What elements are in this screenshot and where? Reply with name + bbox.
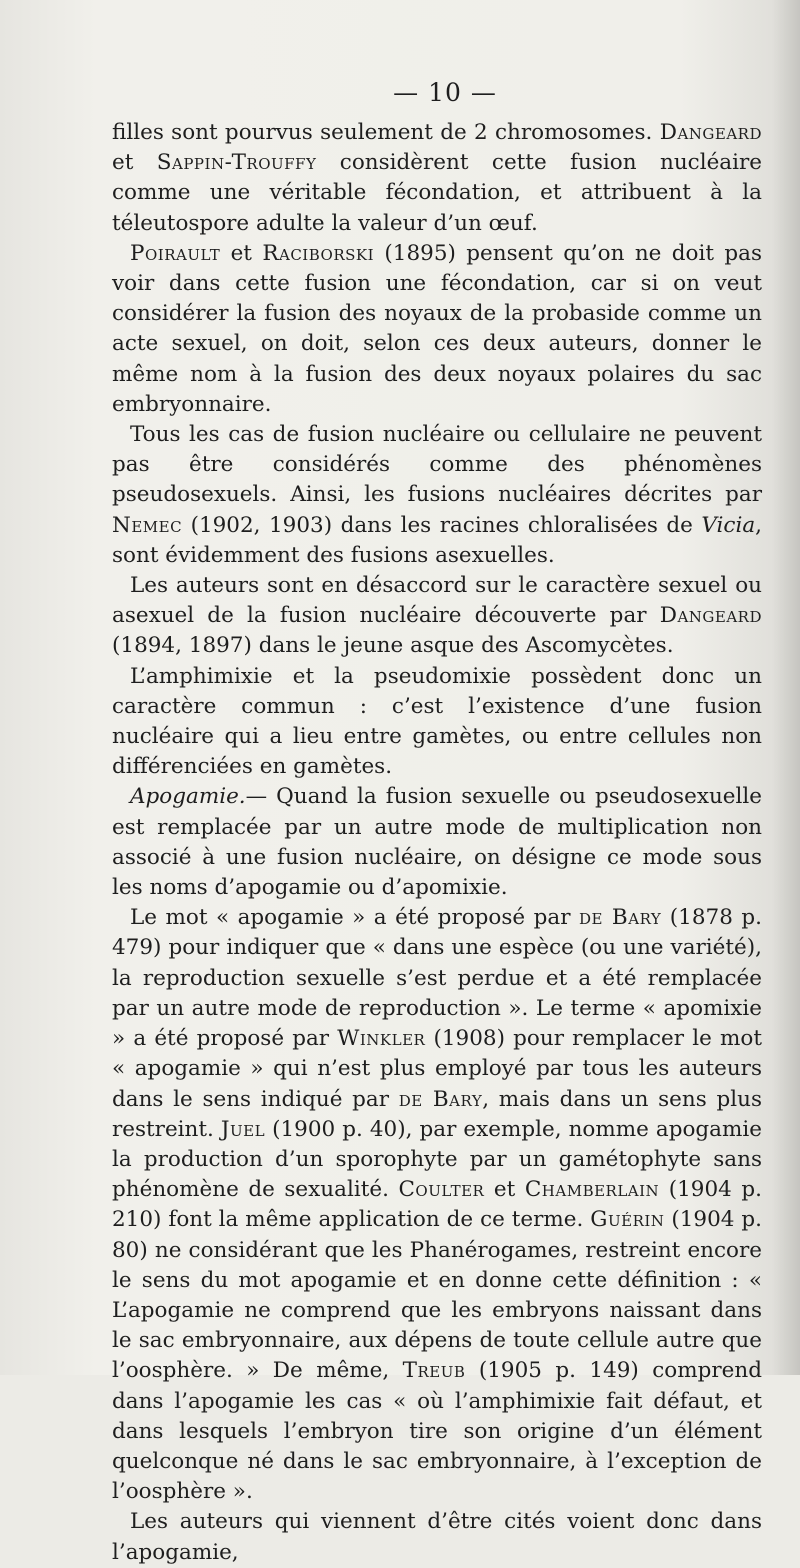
author-name: de Bary <box>398 1086 483 1112</box>
author-name: Coulter <box>398 1177 485 1203</box>
paragraph-1 <box>112 118 762 239</box>
author-name: Winkler <box>337 1026 426 1052</box>
text-run: — Quand la fusion sexuelle ou pseudosexuelle est remplacée par un autre mode de multiplication non associé à une fusion nucléaire, on désigne ce mode sous les noms d’apogamie ou d’apomixie. <box>112 784 762 901</box>
text-run: Le mot « apogamie » a été proposé par <box>130 905 579 931</box>
paragraph-8 <box>112 1507 762 1567</box>
genus-name: Vicia <box>701 512 756 538</box>
text-run: (1878 p. 479) pour indiquer que « dans une espèce (ou une variété), la reproduction sexuelle s’est perdue et a été remplacée par un autre mode de reproduction ». Le terme « apomixie » a été proposé par <box>112 905 762 1052</box>
text-run: filles sont pourvus seulement de 2 chromosomes. <box>112 120 660 145</box>
text-run: et <box>484 1177 525 1203</box>
text-run: Les auteurs qui viennent d’être cités voient donc dans l’apogamie, <box>112 1509 762 1565</box>
text-run: , mais dans un sens plus restreint. <box>112 1086 762 1142</box>
text-run: , sont évidemment des fusions asexuelles. <box>112 512 762 568</box>
text-run: Tous les cas de fusion nucléaire ou cellulaire ne peuvent pas être considérés comme des phénomènes pseudosexuels. Ainsi, les fusions nucléaires décrites par <box>112 422 762 508</box>
text-run: L’amphimixie et la pseudomixie possèdent donc un caractère commun : c’est l’existence d’une fusion nucléaire qui a lieu entre gamètes, ou entre cellules non différenciées en gamètes. <box>112 663 762 780</box>
author-name: de Bary <box>578 905 662 931</box>
text-run: (1904 p. 210) font la même application de ce terme. <box>112 1177 762 1233</box>
section-heading: Apogamie. <box>130 784 246 810</box>
text-run: (1895) pensent qu’on ne doit pas voir dans cette fusion une fécondation, car si on veut considérer la fusion des noyaux de la probaside comme un acte sexuel, on doit, selon ces deux auteurs, donner le même nom à la fusion des deux noyaux polaires du sac embryonnaire. <box>112 240 762 417</box>
text-run: (1905 p. 149) comprend dans l’apogamie les cas « où l’amphimixie fait défaut, et dans lesquels l’embryon tire son origine d’un élément quelconque né dans le sac embryonnaire, à l’exception de l’oosphère ». <box>112 1358 762 1505</box>
paragraph-2 <box>112 239 762 420</box>
author-name: Juel <box>220 1116 266 1142</box>
author-name: Nemec <box>112 512 183 538</box>
author-name: Raciborski <box>262 240 375 266</box>
paragraph-4 <box>112 571 762 662</box>
author-name: Guérin <box>590 1207 665 1233</box>
author-name: Treub <box>402 1358 466 1384</box>
text-run: (1900 p. 40), par exemple, nomme apogamie la production d’un sporophyte par un gamétophyte sans phénomène de sexualité. <box>112 1116 762 1203</box>
page-edge-shadow <box>772 0 800 1375</box>
text-run: (1894, 1897) dans le jeune asque des Ascomycètes. <box>112 633 674 659</box>
paragraph-7 <box>112 903 762 1507</box>
author-name: Chamberlain <box>524 1177 660 1203</box>
text-run: et <box>112 150 157 176</box>
paragraph-5 <box>112 662 762 783</box>
page-number: — 10 — <box>393 78 497 107</box>
author-name: Dangeard <box>659 120 762 145</box>
paragraph-3 <box>112 420 762 571</box>
author-name: Dangeard <box>659 603 762 629</box>
author-name: Poirault <box>130 240 221 266</box>
text-run: (1904 p. 80) ne considérant que les Phanérogames, restreint encore le sens du mot apogamie et en donne cette définition : « L’apogamie ne comprend que les embryons naissant dans le sac embryonnaire, aux dépens de toute cellule autre que l’oosphère. » De même, <box>112 1207 762 1384</box>
text-run: (1902, 1903) dans les racines chloralisées de <box>182 512 702 538</box>
body-text <box>112 118 762 1568</box>
text-run: et <box>220 240 263 266</box>
paragraph-6 <box>112 782 762 903</box>
author-name: Sappin-Trouffy <box>156 150 317 176</box>
text-run: Les auteurs sont en désaccord sur le caractère sexuel ou asexuel de la fusion nucléaire découverte par <box>112 573 762 629</box>
text-run: (1908) pour remplacer le mot « apogamie » qui n’est plus employé par tous les auteurs dans le sens indiqué par <box>112 1026 762 1112</box>
text-run: considèrent cette fusion nucléaire comme une véritable fécondation, et attribuent à la téleutospore adulte la valeur d’un œuf. <box>112 150 763 236</box>
